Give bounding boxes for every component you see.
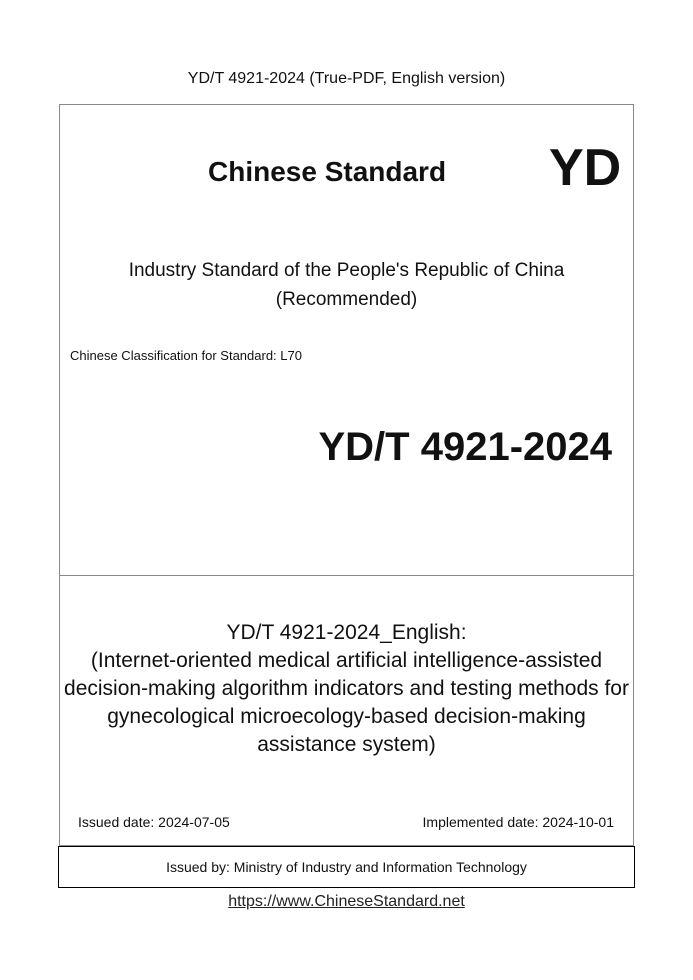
english-title xyxy=(59,619,634,759)
english-title-line: assistance system) xyxy=(257,733,436,756)
footer xyxy=(0,893,693,911)
cover-title: Chinese Standard xyxy=(208,156,447,187)
standard-code-mark: YD xyxy=(549,139,622,197)
issuer-box xyxy=(58,846,635,888)
implemented-date: Implemented date: 2024-10-01 xyxy=(422,814,614,830)
classification-text: Chinese Classification for Standard: L70 xyxy=(70,348,302,363)
english-title-line: gynecological microecology-based decision-making xyxy=(107,705,586,728)
section-divider xyxy=(59,575,634,576)
english-title-line: decision-making algorithm indicators and testing methods for xyxy=(64,677,629,700)
issuer-text: Issued by: Ministry of Industry and Information Technology xyxy=(166,859,527,875)
subtitle-line: Industry Standard of the People's Republic of China xyxy=(128,260,565,281)
cover-subtitle xyxy=(59,256,634,314)
english-title-line: (Internet-oriented medical artificial intelligence-assisted xyxy=(90,649,603,672)
subtitle-line: (Recommended) xyxy=(275,289,418,310)
website-link[interactable]: https://www.ChineseStandard.net xyxy=(228,893,465,910)
standard-number: YD/T 4921-2024 xyxy=(318,425,612,469)
issued-date: Issued date: 2024-07-05 xyxy=(78,814,230,830)
english-title-line: YD/T 4921-2024_English: xyxy=(226,621,467,644)
document-header: YD/T 4921-2024 (True-PDF, English version) xyxy=(187,70,506,87)
